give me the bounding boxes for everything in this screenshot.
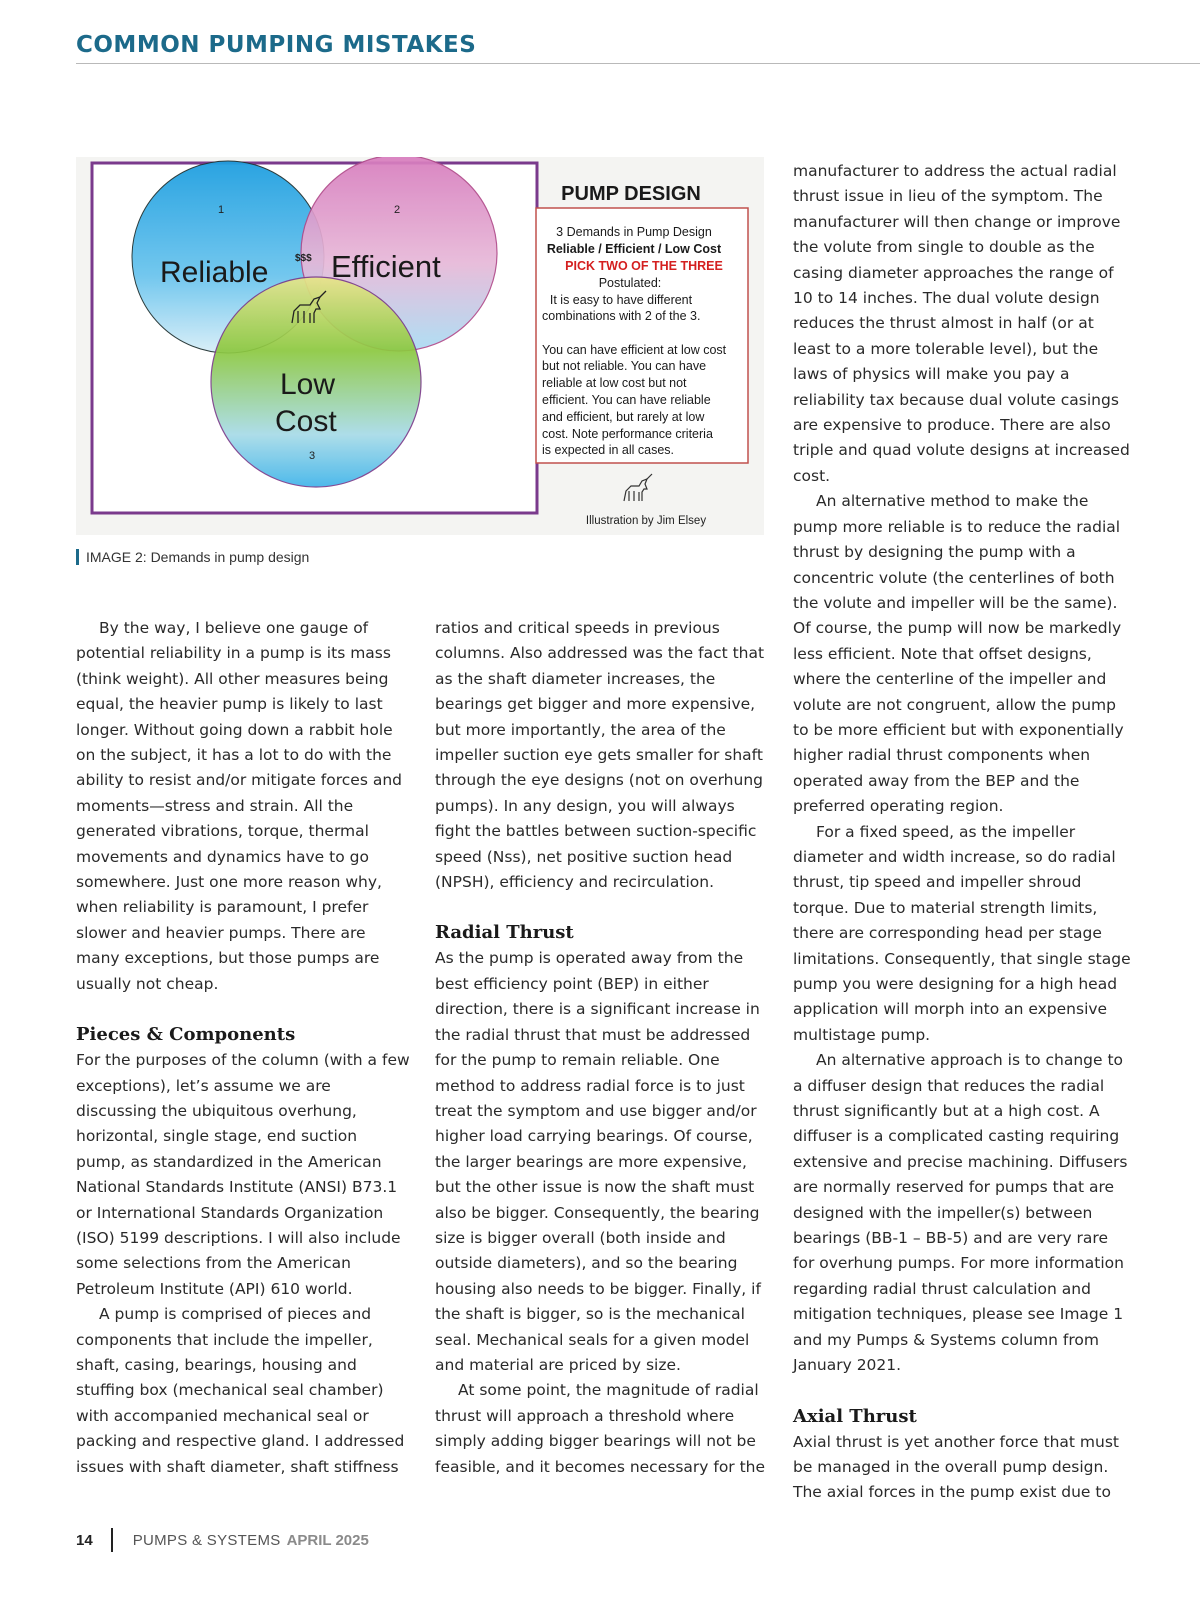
paragraph: A pump is comprised of pieces and components that include the impeller, shaft, casing, bearings, housing and stuffing box (mechanical seal chamber) with accompanied mechanical seal or packing and respective gland. I addressed issues with shaft diameter, shaft stiffness (76, 1305, 405, 1476)
page-footer (76, 1528, 369, 1552)
svg-text:reliable at low cost but not: reliable at low cost but not (542, 376, 687, 390)
svg-text:Postulated:: Postulated: (598, 276, 662, 290)
svg-text:combinations with 2 of the 3.: combinations with 2 of the 3. (542, 309, 701, 323)
paragraph: As the pump is operated away from the best efficiency point (BEP) in either direction, there is a significant increase in the radial thrust that must be addressed for the pump to remain reliable. One method to address radial force is to just treat the symptom and use bigger and/or higher load carrying bearings. Of course, the larger bearings are more expensive, but the other issue is now the shaft must also be bigger. Consequently, the bearing size is bigger overall (both inside and outside diameters), and so the bearing housing also needs to be bigger. Finally, if the shaft is bigger, so is the mechanical seal. Mechanical seals for a given model and material are priced by size. (435, 949, 761, 1374)
label-low: Low (280, 368, 336, 401)
column-3 (793, 159, 1133, 1506)
illustration-credit: Illustration by Jim Elsey (585, 515, 707, 527)
issue-date: APRIL 2025 (286, 1531, 369, 1549)
paragraph: Axial thrust is yet another force that must be managed in the overall pump design. The axial forces in the pump exist due to (793, 1432, 1119, 1502)
paragraph: At some point, the magnitude of radial thrust will approach a threshold where simply adding bigger bearings will not be feasible, and it becomes necessary for the (435, 1381, 766, 1476)
svg-text:It is easy to have different: It is easy to have different (549, 293, 693, 307)
paragraph: manufacturer to address the actual radial thrust issue in lieu of the symptom. The manufacturer will then change or improve the volute from single to double as the casing diameter approaches the range of 10 to 14 inches. The dual volute design reduces the thrust almost in half (or at least to a more tolerable level), but the laws of physics will make you pay a reliability tax because dual volute casings are expensive to produce. There are also triple and quad volute designs at increased cost. (793, 162, 1130, 485)
svg-text:3 Demands in Pump Design: 3 Demands in Pump Design (556, 225, 712, 239)
subheading-pieces-components: Pieces & Components (76, 1024, 296, 1046)
box-title: PUMP DESIGN (561, 183, 701, 205)
label-cost: Cost (275, 405, 337, 438)
circle-3-number: 3 (309, 450, 316, 462)
pump-design-figure (76, 157, 764, 535)
paragraph: An alternative approach is to change to a diffuser design that reduces the radial thrust significantly but at a high cost. A diffuser is a complicated casting requiring extensive and precise machining. Diffusers are normally reserved for pumps that are designed with the impeller(s) between bearings (BB-1 – BB-5) and are very rare for overhung pumps. For more information regarding radial thrust calculation and mitigation techniques, please see Image 1 and my Pumps & Systems column from January 2021. (793, 1051, 1128, 1375)
circle-2-number: 2 (394, 204, 401, 216)
svg-text:cost. Note performance criteri: cost. Note performance criteria (542, 427, 713, 441)
paragraph: For the purposes of the column (with a few exceptions), let’s assume we are discussing the ubiquitous overhung, horizontal, single stage, end suction pump, as standardized in the American National Standards Institute (ANSI) B73.1 or International Standards Organization (ISO) 5199 descriptions. I will also include some selections from the American Petroleum Institute (API) 610 world. (76, 1051, 410, 1298)
svg-text:but not reliable. You can have: but not reliable. You can have (542, 359, 707, 373)
circle-1-number: 1 (218, 204, 225, 216)
svg-text:efficient. You can have relia: efficient. You can have reliable (542, 393, 711, 407)
footer-divider (111, 1528, 113, 1552)
paragraph: For a fixed speed, as the impeller diameter and width increase, so do radial thrust, tip speed and impeller shroud torque. Due to material strength limits, there are corresponding head per stage limitations. Consequently, that single stage pump you were designing for a high head application will morph into an expensive multistage pump. (793, 822, 1131, 1044)
subheading-radial-thrust: Radial Thrust (435, 922, 574, 944)
header-rule (76, 63, 1200, 64)
paragraph: By the way, I believe one gauge of potential reliability in a pump is its mass (think weight). All other measures being equal, the heavier pump is likely to last longer. Without going down a rabbit hole on the subject, it has a lot to do with the ability to resist and/or mitigate forces and moments—stress and strain. All the generated vibrations, torque, thermal movements and dynamics have to go somewhere. Just one more reason why, when reliability is paramount, I prefer slower and heavier pumps. There are many exceptions, but those pumps are usually not cheap. (76, 619, 402, 993)
section-header: COMMON PUMPING MISTAKES (76, 32, 477, 58)
column-1 (76, 616, 410, 1480)
svg-text:and efficient, but rarely at l: and efficient, but rarely at low (542, 410, 705, 424)
page-number: 14 (76, 1531, 93, 1549)
paragraph: An alternative method to make the pump more reliable is to reduce the radial thrust by designing the pump with a concentric volute (the centerlines of both the volute and impeller will be the same). Of course, the pump will now be markedly less efficient. Note that offset designs, where the centerline of the impeller and volute are not congruent, allow the pump to be more efficient but with exponentially higher radial thrust components when operated away from the BEP and the preferred operating region. (793, 492, 1124, 816)
figure-caption: IMAGE 2: Demands in pump design (76, 549, 309, 565)
svg-text:is expected in all cases.: is expected in all cases. (542, 443, 675, 457)
paragraph: ratios and critical speeds in previous columns. Also addressed was the fact that as the shaft diameter increases, the bearings get bigger and more expensive, but more importantly, the area of the impeller suction eye gets smaller for shaft through the eye designs (not on overhung pumps). In any design, you will always fight the battles between suction-specific speed (Nss), net positive suction head (NPSH), efficiency and recirculation. (435, 619, 765, 892)
svg-text:You can have efficient at low: You can have efficient at low cost (542, 343, 727, 357)
label-dollar-center: $$$ (295, 253, 312, 264)
subheading-axial-thrust: Axial Thrust (793, 1405, 917, 1427)
magazine-name: PUMPS & SYSTEMS (132, 1531, 281, 1549)
label-reliable: Reliable (160, 256, 269, 289)
label-efficient: Efficient (331, 249, 441, 284)
svg-text:PICK TWO OF THE THREE: PICK TWO OF THE THREE (565, 259, 723, 273)
column-2 (435, 616, 769, 1480)
svg-text:Reliable / Efficient / Low Co: Reliable / Efficient / Low Cost (546, 242, 722, 256)
